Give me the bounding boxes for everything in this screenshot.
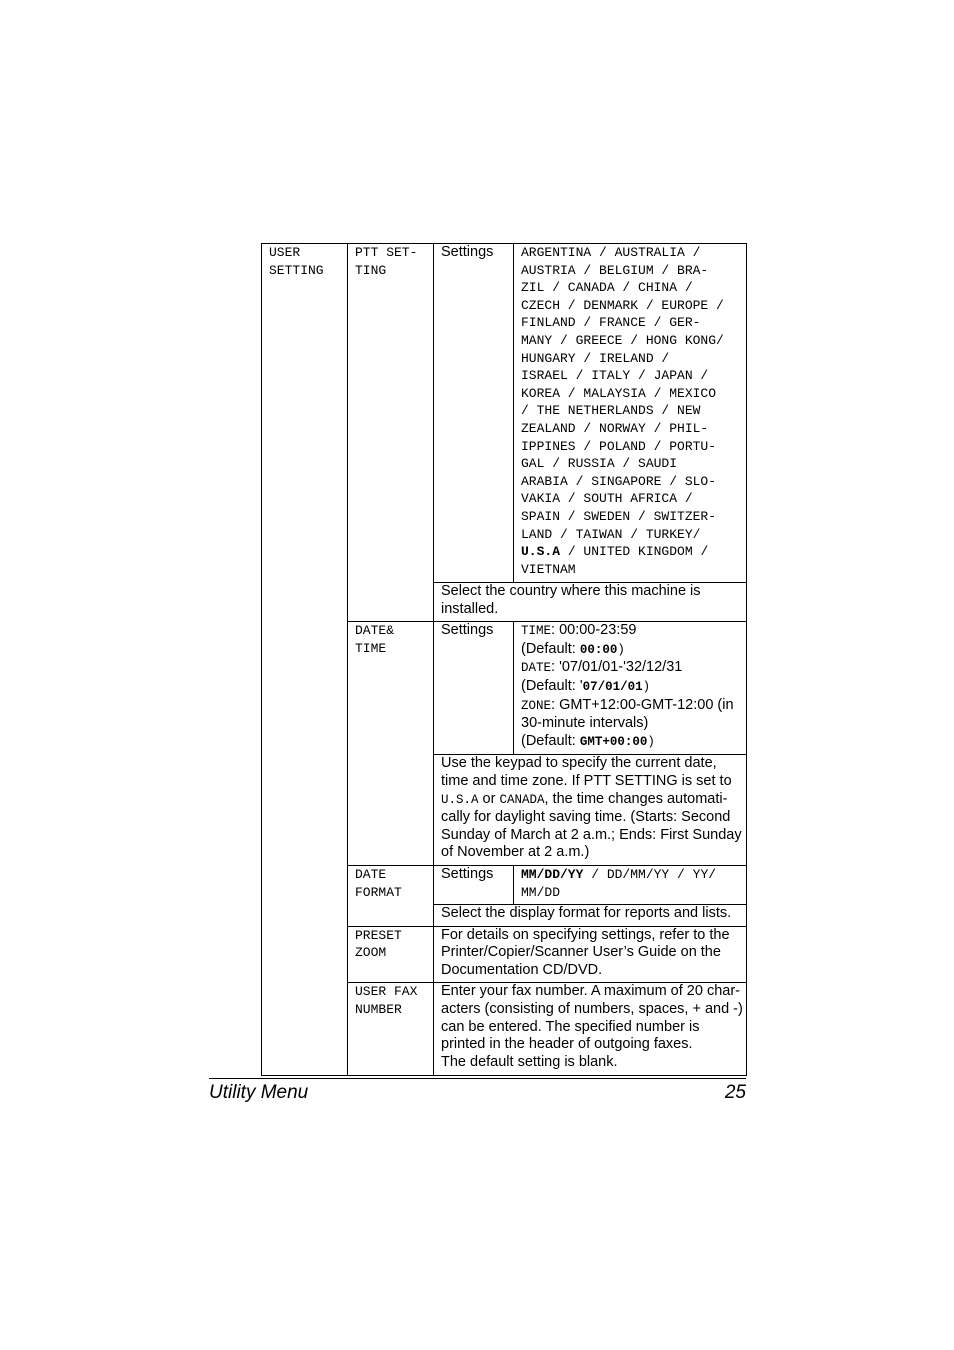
time-range: : 00:00-23:59 [551, 622, 637, 639]
country-list-line: IPPINES / POLAND / PORTU- [521, 438, 717, 454]
dateformat-options-cell [514, 865, 747, 904]
format-options: / DD/MM/YY / YY/ [583, 866, 717, 882]
utility-menu-table [261, 243, 747, 1076]
description-line: printed in the header of outgoing faxes. [441, 1036, 693, 1053]
date-default-value: 07/01/01 [582, 679, 643, 694]
default-format: MM/DD/YY [521, 866, 584, 882]
description-line: Select the display format for reports and lists. [441, 905, 732, 922]
date-range-line [521, 659, 746, 678]
page-number: 25 [724, 1082, 746, 1103]
group-label-line: SETTING [269, 262, 324, 278]
country-list-line: LAND / TAIWAN / TURKEY/ [521, 526, 701, 542]
description-line [441, 791, 746, 810]
country-list-line: HUNGARY / IRELAND / [521, 350, 670, 366]
country-list-line: ZIL / CANADA / CHINA / [521, 280, 693, 296]
item-label-line: ZOOM [355, 945, 387, 961]
description-cell [434, 926, 747, 983]
time-default-line [521, 641, 746, 660]
ptt-settings-row [262, 244, 747, 583]
country-list-line: ARABIA / SINGAPORE / SLO- [521, 473, 717, 489]
datetime-options-cell [514, 622, 747, 755]
item-label-line: DATE [355, 866, 387, 882]
country-list-text: / UNITED KINGDOM / [560, 544, 709, 560]
description-line: Documentation CD/DVD. [441, 961, 603, 978]
description-line: Printer/Copier/Scanner User’s Guide on the [441, 944, 721, 961]
description-line: of November at 2 a.m.) [441, 844, 590, 861]
item-label-line: TING [355, 262, 387, 278]
item-label-line: NUMBER [355, 1002, 402, 1018]
zone-key: ZONE [521, 698, 552, 713]
user-setting-group-cell [262, 244, 348, 1076]
time-range-line [521, 622, 746, 641]
country-list-line: AUSTRIA / BELGIUM / BRA- [521, 262, 709, 278]
description-line: Sunday of March at 2 a.m.; Ends: First Sunday [441, 826, 742, 843]
default-suffix: ) [642, 679, 651, 694]
description-line: Use the keypad to specify the current date, [441, 755, 717, 772]
description-cell [434, 983, 747, 1076]
time-key: TIME [521, 624, 552, 639]
country-list-line: ZEALAND / NORWAY / PHIL- [521, 420, 709, 436]
zone-default-value: GMT+00:00 [579, 734, 648, 749]
description-cell [434, 755, 747, 866]
description-cell [434, 905, 747, 927]
description-line: acters (consisting of numbers, spaces, + and -) [441, 1001, 743, 1018]
footer-divider [209, 1078, 746, 1079]
item-label-line: FORMAT [355, 884, 402, 900]
country-list-line: ISRAEL / ITALY / JAPAN / [521, 368, 709, 384]
item-label-line: DATE& [355, 623, 395, 639]
country-options-cell [514, 244, 747, 583]
userfax-label-cell [348, 983, 434, 1076]
default-prefix: (Default: [521, 732, 580, 749]
format-options-line [521, 866, 746, 884]
country-list-line: SPAIN / SWEDEN / SWITZER- [521, 508, 717, 524]
description-line: For details on specifying settings, refer to the [441, 926, 730, 943]
default-country: U.S.A [521, 544, 561, 560]
description-cell [434, 583, 747, 622]
default-suffix: ) [617, 642, 625, 657]
date-key: DATE [521, 661, 552, 676]
country-list-line: CZECH / DENMARK / EUROPE / [521, 297, 724, 313]
country-list-line: ARGENTINA / AUSTRALIA / [521, 245, 701, 260]
country-list-line: MANY / GREECE / HONG KONG/ [521, 332, 724, 348]
description-text: or [478, 790, 500, 807]
default-prefix: (Default: ' [521, 677, 583, 694]
ptt-setting-label-cell [348, 244, 434, 622]
settings-label-cell [434, 865, 514, 904]
item-label-line: TIME [355, 640, 387, 656]
description-line: Select the country where this machine is [441, 583, 701, 599]
description-line: installed. [441, 600, 499, 617]
description-text: , the time changes automati- [544, 790, 728, 807]
format-options-line: MM/DD [521, 884, 561, 900]
country-list-line: FINLAND / FRANCE / GER- [521, 315, 701, 331]
country-list-line: / THE NETHERLANDS / NEW [521, 403, 701, 419]
dateformat-label-cell [348, 865, 434, 926]
settings-label: Settings [441, 865, 494, 882]
usa-setting-text: U.S.A [441, 792, 479, 807]
footer-section-title: Utility Menu [209, 1082, 309, 1103]
country-list-line: VIETNAM [521, 561, 576, 577]
description-line: The default setting is blank. [441, 1053, 618, 1070]
country-list-line: VAKIA / SOUTH AFRICA / [521, 491, 693, 507]
country-list-line: GAL / RUSSIA / SAUDI [521, 456, 678, 472]
group-label-line: USER [269, 245, 301, 260]
default-prefix: (Default: [521, 640, 580, 657]
description-line: can be entered. The specified number is [441, 1018, 700, 1035]
description-line: Enter your fax number. A maximum of 20 char- [441, 983, 740, 1000]
item-label-line: USER FAX [355, 984, 418, 1000]
country-list-line: KOREA / MALAYSIA / MEXICO [521, 385, 717, 401]
canada-setting-text: CANADA [499, 792, 545, 807]
time-default-value: 00:00 [579, 642, 618, 657]
date-range: : '07/01/01-'32/12/31 [551, 659, 683, 676]
zone-range-line [521, 697, 746, 716]
default-suffix: ) [647, 734, 655, 749]
settings-label-cell [434, 244, 514, 583]
item-label-line: PRESET [355, 927, 402, 943]
zone-interval-line: 30-minute intervals) [521, 715, 649, 732]
settings-label: Settings [441, 244, 494, 260]
description-line: time and time zone. If PTT SETTING is set to [441, 772, 732, 789]
country-list-line [521, 543, 746, 561]
description-line: cally for daylight saving time. (Starts: Second [441, 809, 731, 826]
zone-default-line [521, 733, 746, 752]
date-default-line [521, 678, 746, 697]
item-label-line: PTT SET- [355, 245, 418, 260]
settings-label-cell [434, 622, 514, 755]
settings-label: Settings [441, 622, 494, 639]
presetzoom-label-cell [348, 926, 434, 983]
zone-range: : GMT+12:00-GMT-12:00 (in [551, 696, 734, 713]
datetime-label-cell [348, 622, 434, 866]
